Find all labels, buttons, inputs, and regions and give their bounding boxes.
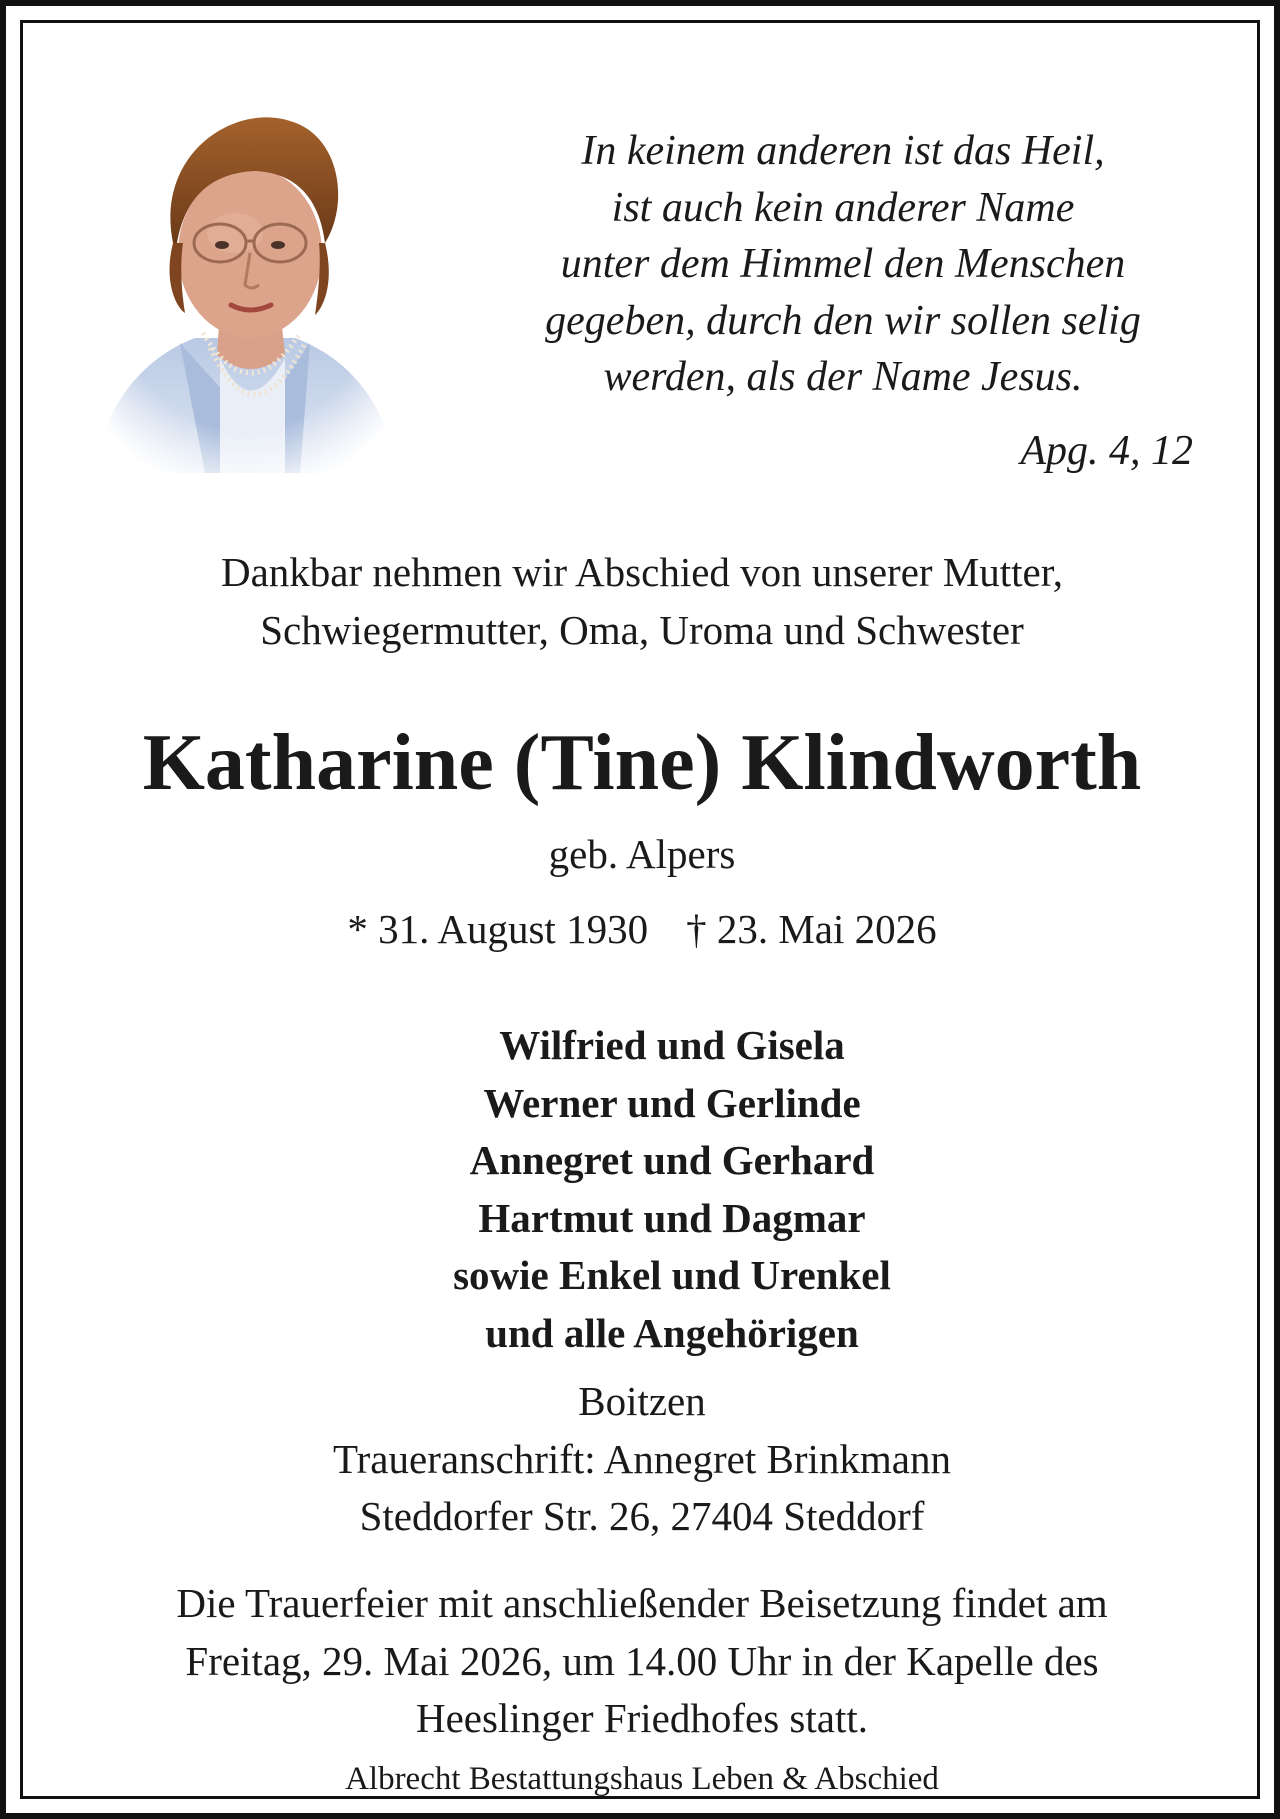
verse-line: ist auch kein anderer Name (611, 184, 1075, 231)
death-date: † 23. Mai 2026 (686, 906, 937, 952)
address-line: Steddorfer Str. 26, 27404 Steddorf (359, 1493, 925, 1539)
bible-verse (463, 123, 1223, 406)
verse-line: gegeben, durch den wir sollen selig (545, 297, 1141, 344)
funeral-home-name: Albrecht Bestattungshaus Leben & Abschied (345, 1761, 939, 1797)
family-line: und alle Angehörigen (485, 1309, 859, 1356)
intro-text (23, 543, 1261, 659)
portrait-photo (85, 93, 405, 473)
funeral-service-info (23, 1575, 1261, 1748)
deceased-name: Katharine (Tine) Klindworth (142, 719, 1142, 807)
service-line: Die Trauerfeier mit anschließender Beisetzung findet am (176, 1580, 1108, 1626)
service-line: Heeslinger Friedhofes statt. (415, 1695, 869, 1741)
family-line: Hartmut und Dagmar (478, 1194, 866, 1241)
obituary-frame (6, 6, 1274, 1813)
verse-line: werden, als der Name Jesus. (603, 354, 1083, 400)
family-line: sowie Enkel und Urenkel (453, 1252, 891, 1298)
family-members (53, 1017, 1280, 1362)
birth-date: * 31. August 1930 (347, 906, 649, 952)
address-line: Traueranschrift: Annegret Brinkmann (333, 1435, 951, 1482)
family-line: Wilfried und Gisela (499, 1022, 845, 1068)
verse-line: In keinem anderen ist das Heil, (581, 128, 1105, 174)
family-line: Werner und Gerlinde (483, 1079, 861, 1126)
intro-line: Schwiegermutter, Oma, Uroma und Schwester (260, 607, 1024, 653)
family-line: Annegret und Gerhard (469, 1137, 875, 1183)
mourning-address (23, 1373, 1261, 1546)
verse-reference: Apg. 4, 12 (1020, 428, 1193, 474)
intro-line: Dankbar nehmen wir Abschied von unserer Mutter, (220, 549, 1064, 595)
life-dates (23, 901, 1261, 957)
maiden-name: geb. Alpers (548, 831, 736, 877)
address-line: Boitzen (578, 1378, 706, 1424)
obituary-card (20, 20, 1260, 1799)
verse-line: unter dem Himmel den Menschen (560, 241, 1126, 287)
service-line: Freitag, 29. Mai 2026, um 14.00 Uhr in der Kapelle des (185, 1637, 1099, 1684)
